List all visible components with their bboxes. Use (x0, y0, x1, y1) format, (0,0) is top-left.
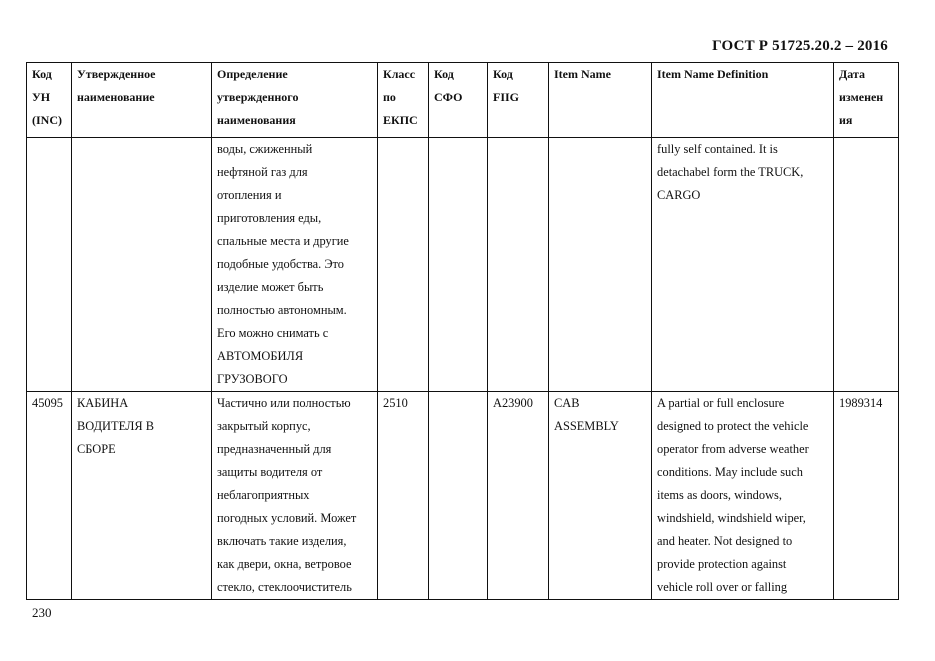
cell-change-date (834, 138, 899, 392)
page-number: 230 (32, 605, 52, 620)
cell-ekps-class (378, 138, 429, 392)
header-sfo-code: Код СФО (429, 63, 488, 138)
classification-table (26, 62, 899, 600)
cell-definition: воды, сжиженный нефтяной газ для отопления и приготовления еды, спальные места и другие подобные удобства. Это изделие может быть полностью автономным. Его можно снимать с АВТОМОБИЛЯ ГРУЗОВОГО (212, 138, 378, 392)
cell-fiig-code (488, 138, 549, 392)
header-item-name: Item Name (549, 63, 652, 138)
header-definition: Определение утвержденного наименования (212, 63, 378, 138)
cell-item-name: CAB ASSEMBLY (549, 392, 652, 600)
header-inc: Код УН (INC) (27, 63, 72, 138)
cell-change-date: 1989314 (834, 392, 899, 600)
cell-fiig-code: A23900 (488, 392, 549, 600)
cell-item-name-definition: A partial or full enclosure designed to protect the vehicle operator from adverse weather conditions. May include such items as doors, windows, windshield, windshield wiper, and heater. Not designed to provide protection against vehicle roll over or falling (652, 392, 834, 600)
header-fiig-code: Код FIIG (488, 63, 549, 138)
document-code: ГОСТ Р 51725.20.2 – 2016 (712, 38, 888, 54)
cell-inc (27, 138, 72, 392)
cell-sfo-code (429, 392, 488, 600)
cell-approved-name: КАБИНА ВОДИТЕЛЯ В СБОРЕ (72, 392, 212, 600)
cell-inc: 45095 (27, 392, 72, 600)
header-change-date: Дата изменен ия (834, 63, 899, 138)
table-row (27, 392, 899, 600)
header-ekps-class: Класс по ЕКПС (378, 63, 429, 138)
table-row (27, 138, 899, 392)
cell-sfo-code (429, 138, 488, 392)
cell-item-name (549, 138, 652, 392)
cell-ekps-class: 2510 (378, 392, 429, 600)
header-item-name-definition: Item Name Definition (652, 63, 834, 138)
cell-approved-name (72, 138, 212, 392)
cell-item-name-definition: fully self contained. It is detachabel form the TRUCK, CARGO (652, 138, 834, 392)
header-approved-name: Утвержденное наименование (72, 63, 212, 138)
cell-definition: Частично или полностью закрытый корпус, предназначенный для защиты водителя от неблагоприятных погодных условий. Может включать такие изделия, как двери, окна, ветровое стекло, стеклоочиститель (212, 392, 378, 600)
table-header-row (27, 63, 899, 138)
